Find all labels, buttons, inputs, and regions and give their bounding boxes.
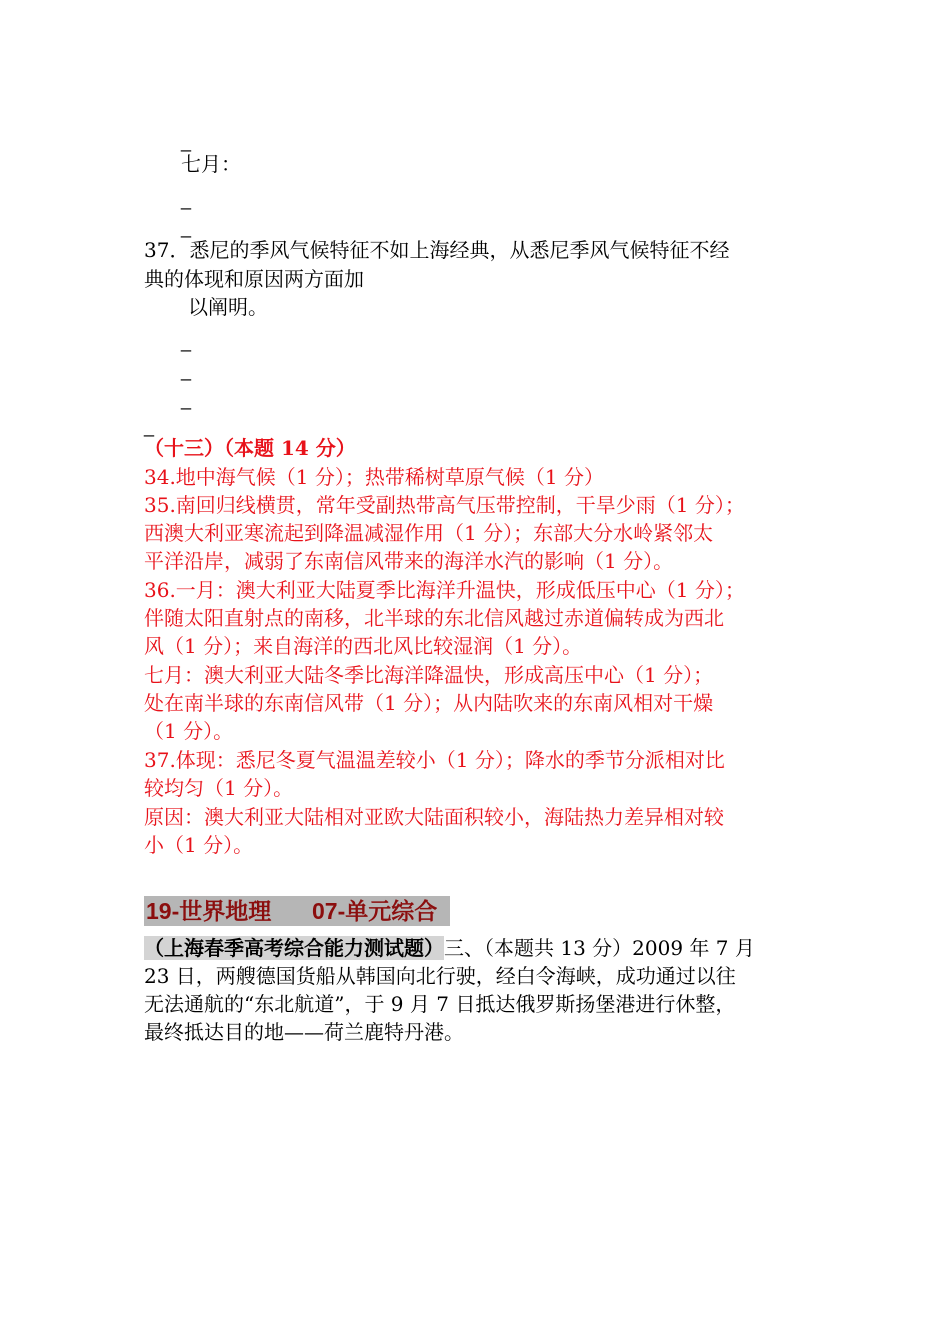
answer-line: 七月：澳大利亚大陆冬季比海洋降温快，形成高压中心（1 分）；	[144, 663, 714, 687]
question-intro-line-3: 无法通航的“东北航道”，于 9 月 7 日抵达俄罗斯扬堡港进行休整，	[144, 992, 736, 1016]
blank-mark: _	[181, 361, 192, 381]
blank-mark: _	[144, 417, 155, 437]
july-label: 七月：	[181, 152, 241, 176]
answer-line: 36.一月：澳大利亚大陆夏季比海洋升温快，形成低压中心（1 分）；	[144, 578, 745, 602]
blank-mark: _	[181, 218, 192, 238]
blank-mark: _	[181, 132, 192, 152]
answer-line: 较均匀（1 分）。	[144, 776, 294, 800]
section-heading-category: 19-世界地理	[146, 898, 272, 924]
question-37-line-2: 典的体现和原因两方面加	[144, 267, 364, 291]
blank-mark: _	[181, 390, 192, 410]
question-intro-line-4: 最终抵达目的地——荷兰鹿特丹港。	[144, 1020, 464, 1044]
question-intro-text: 三、（本题共 13 分）2009 年 7 月	[444, 936, 755, 960]
answer-section-title: （十三）（本题 14 分）	[144, 436, 356, 460]
answer-line: 西澳大利亚寒流起到降温减湿作用（1 分）；东部大分水岭紧邻太	[144, 521, 714, 545]
blank-mark: _	[181, 190, 192, 210]
question-intro-line-2: 23 日，两艘德国货船从韩国向北行驶，经白令海峡，成功通过以往	[144, 964, 736, 988]
answer-line: 风（1 分）；来自海洋的西北风比较湿润（1 分）。	[144, 634, 583, 658]
section-heading-unit: 07-单元综合	[312, 898, 438, 924]
answer-line: 小（1 分）。	[144, 833, 254, 857]
answer-line: 伴随太阳直射点的南移，北半球的东北信风越过赤道偏转成为西北	[144, 606, 724, 630]
question-37-line-1: 37．悉尼的季风气候特征不如上海经典，从悉尼季风气候特征不经	[144, 238, 730, 262]
blank-mark: _	[181, 332, 192, 352]
answer-line: 处在南半球的东南信风带（1 分）；从内陆吹来的东南风相对干燥	[144, 691, 714, 715]
answer-line: 37.体现：悉尼冬夏气温温差较小（1 分）；降水的季节分派相对比	[144, 748, 725, 772]
question-source: （上海春季高考综合能力测试题）	[144, 936, 444, 960]
answer-line: 原因：澳大利亚大陆相对亚欧大陆面积较小，海陆热力差异相对较	[144, 805, 724, 829]
answer-line: 平洋沿岸，减弱了东南信风带来的海洋水汽的影响（1 分）。	[144, 549, 674, 573]
answer-line: 35.南回归线横贯，常年受副热带高气压带控制，干旱少雨（1 分）；	[144, 493, 745, 517]
question-intro-line-1	[144, 934, 755, 962]
section-heading	[144, 896, 450, 926]
question-37-line-3: 以阐明。	[188, 295, 268, 319]
answer-line: 34.地中海气候（1 分）；热带稀树草原气候（1 分）	[144, 465, 604, 489]
answer-line: （1 分）。	[144, 719, 234, 743]
